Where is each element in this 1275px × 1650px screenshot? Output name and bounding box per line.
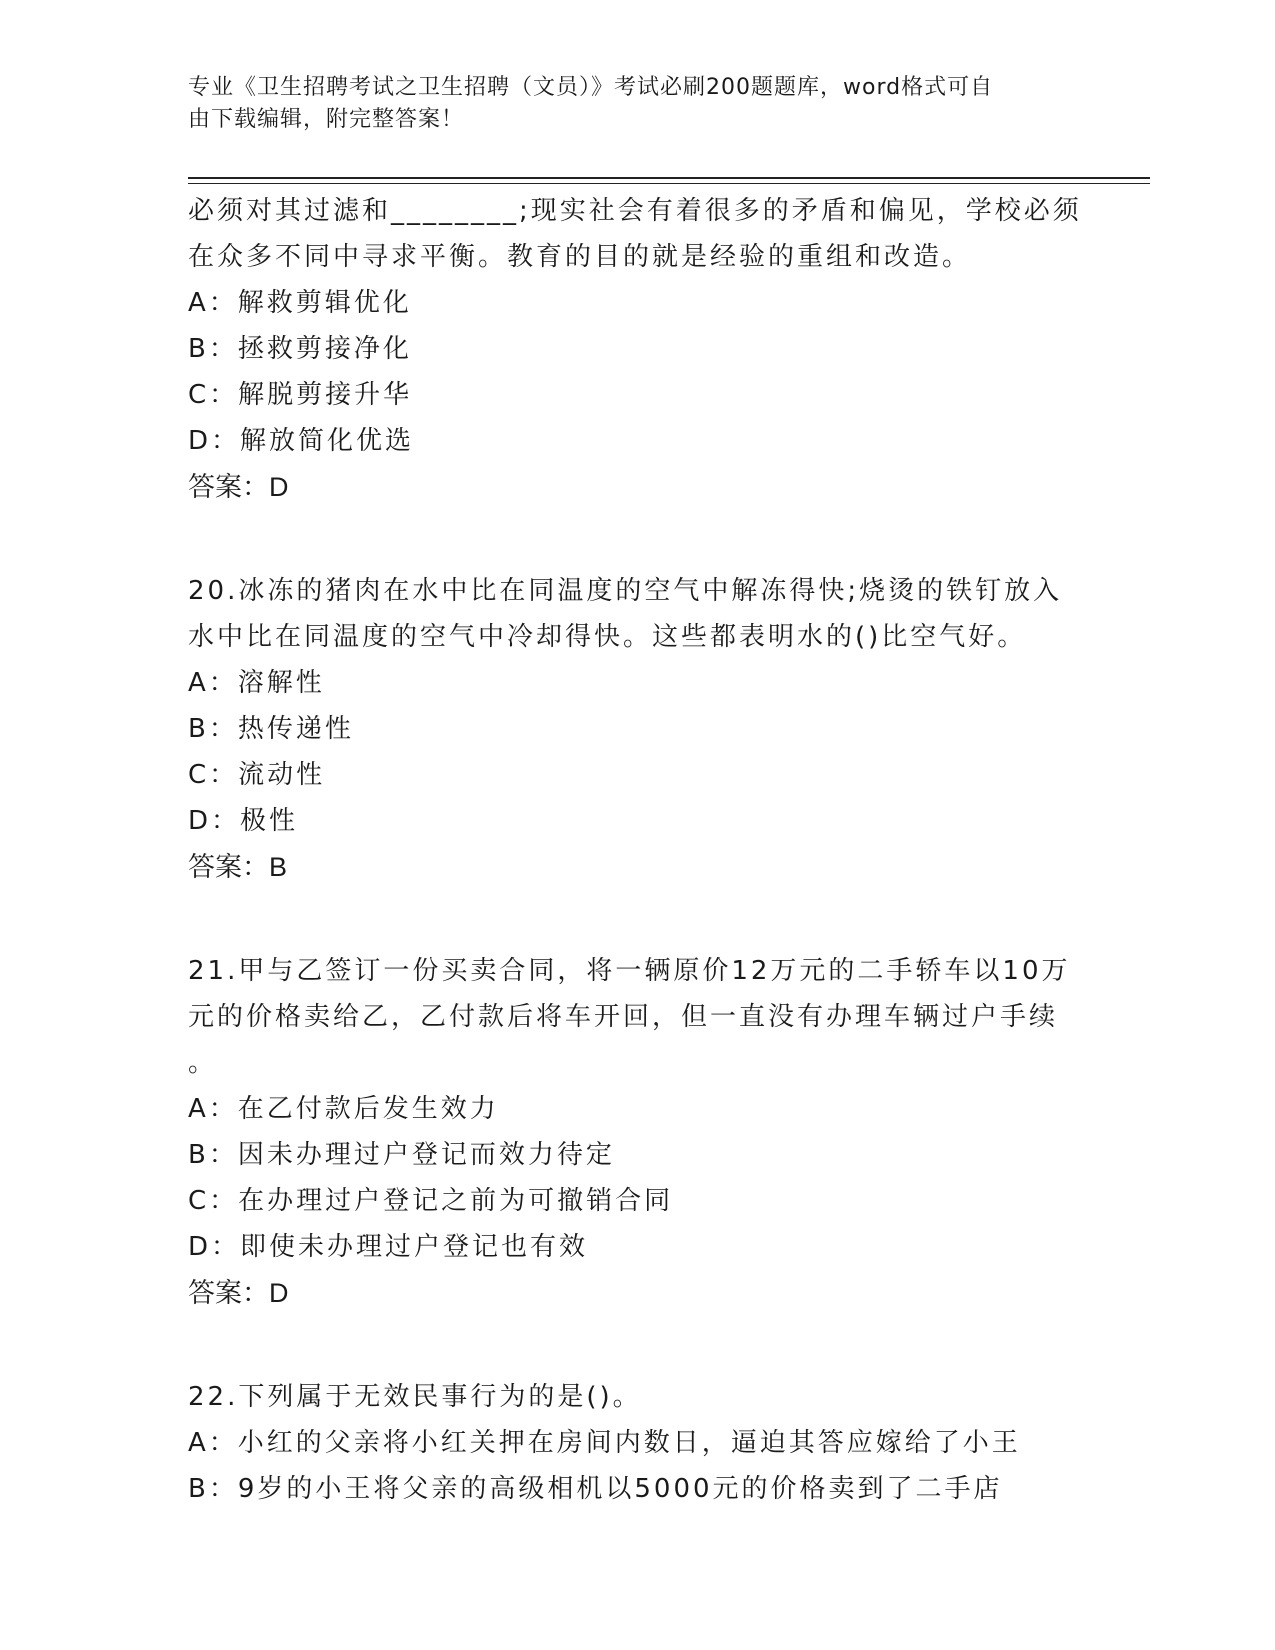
question-block xyxy=(188,568,1088,890)
option-a: A：在乙付款后发生效力 xyxy=(188,1094,499,1124)
header-line-1: 专业《卫生招聘考试之卫生招聘（文员）》考试必刷200题题库，word格式可自 xyxy=(188,75,994,100)
answer-line: 答案：D xyxy=(188,472,289,502)
question-stem-line: 在众多不同中寻求平衡。教育的目的就是经验的重组和改造。 xyxy=(188,242,972,272)
option-b: B：9岁的小王将父亲的高级相机以5000元的价格卖到了二手店 xyxy=(188,1474,1003,1504)
question-stem-line: 元的价格卖给乙，乙付款后将车开回，但一直没有办理车辆过户手续 xyxy=(188,1002,1059,1032)
option-b: B：因未办理过户登记而效力待定 xyxy=(188,1140,615,1170)
question-stem-line: 22.下列属于无效民事行为的是()。 xyxy=(188,1382,642,1412)
question-stem-line: 必须对其过滤和________;现实社会有着很多的矛盾和偏见，学校必须 xyxy=(188,196,1082,226)
option-a: A：解救剪辑优化 xyxy=(188,288,412,318)
option-d: D：即使未办理过户登记也有效 xyxy=(188,1232,589,1262)
question-block xyxy=(188,1374,1088,1512)
question-stem-line: 。 xyxy=(188,1048,218,1078)
document-header xyxy=(188,72,1088,136)
option-c: C：在办理过户登记之前为可撤销合同 xyxy=(188,1186,674,1216)
option-d: D：解放简化优选 xyxy=(188,426,415,456)
header-divider-thick xyxy=(188,177,1150,179)
option-c: C：流动性 xyxy=(188,760,326,790)
option-c: C：解脱剪接升华 xyxy=(188,380,413,410)
option-a: A：小红的父亲将小红关押在房间内数日，逼迫其答应嫁给了小王 xyxy=(188,1428,1021,1458)
question-stem-line: 21.甲与乙签订一份买卖合同，将一辆原价12万元的二手轿车以10万 xyxy=(188,956,1071,986)
question-block xyxy=(188,188,1088,510)
header-line-2: 由下载编辑，附完整答案！ xyxy=(188,107,465,132)
question-stem-line: 水中比在同温度的空气中冷却得快。这些都表明水的()比空气好。 xyxy=(188,622,1027,652)
option-d: D：极性 xyxy=(188,806,299,836)
question-stem-line: 20.冰冻的猪肉在水中比在同温度的空气中解冻得快;烧烫的铁钉放入 xyxy=(188,576,1063,606)
option-a: A：溶解性 xyxy=(188,668,325,698)
answer-line: 答案：B xyxy=(188,852,288,882)
question-block xyxy=(188,948,1088,1316)
answer-line: 答案：D xyxy=(188,1278,289,1308)
option-b: B：热传递性 xyxy=(188,714,354,744)
question-list xyxy=(188,188,1088,1512)
header-divider-thin xyxy=(188,183,1150,184)
option-b: B：拯救剪接净化 xyxy=(188,334,412,364)
